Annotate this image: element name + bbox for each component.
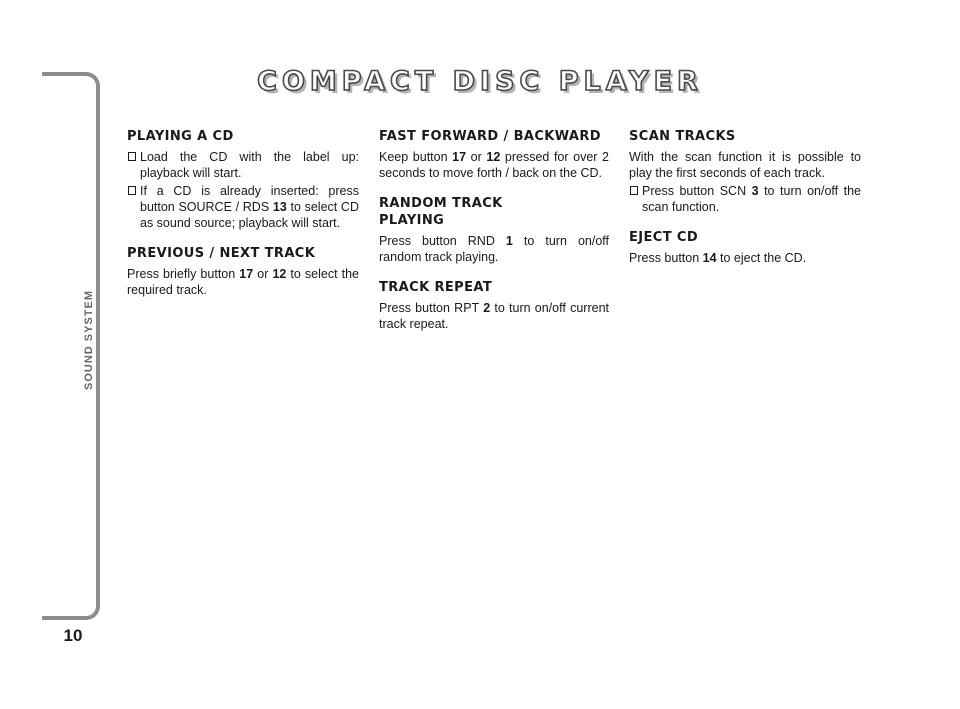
bullet-text: Press button SCN 3 to turn on/off the scan function. <box>642 184 862 214</box>
button-number: 12 <box>486 150 501 164</box>
paragraph: Keep button 17 or 12 pressed for over 2 seconds to move forth / back on the CD. <box>379 150 609 180</box>
paragraph: Press button RPT 2 to turn on/off current track repeat. <box>379 301 609 331</box>
heading-eject-cd: EJECT CD <box>629 230 699 245</box>
section-previous-next <box>127 245 359 298</box>
column-1 <box>127 128 359 312</box>
page-title: COMPACT DISC PLAYER <box>257 66 703 97</box>
heading-random-track: RANDOM TRACK PLAYING <box>379 196 503 228</box>
button-number: 1 <box>505 234 513 248</box>
bullet-item <box>127 149 359 181</box>
button-number: 14 <box>702 251 717 265</box>
section-fast-forward <box>379 128 609 181</box>
button-number: 3 <box>751 184 759 198</box>
section-random-track <box>379 195 609 265</box>
column-2 <box>379 128 609 346</box>
checkbox-bullet-icon <box>128 152 136 161</box>
bullet-item <box>127 183 359 231</box>
button-number: 12 <box>272 267 287 281</box>
paragraph: Press button RND 1 to turn on/off random track playing. <box>379 234 609 264</box>
section-eject-cd <box>629 229 861 266</box>
button-number: 13 <box>272 200 287 214</box>
column-3 <box>629 128 861 280</box>
bullet-item <box>629 183 861 215</box>
heading-scan-tracks: SCAN TRACKS <box>629 129 736 144</box>
button-number: 17 <box>452 150 467 164</box>
heading-track-repeat: TRACK REPEAT <box>379 280 493 295</box>
checkbox-bullet-icon <box>630 186 638 195</box>
section-playing-cd <box>127 128 359 231</box>
paragraph: With the scan function it is possible to play the first seconds of each track. <box>629 150 861 180</box>
bullet-text: If a CD is already inserted: press button SOURCE / RDS 13 to select CD as sound source; playback will start. <box>140 184 359 230</box>
paragraph: Press briefly button 17 or 12 to select the required track. <box>127 267 360 297</box>
checkbox-bullet-icon <box>128 186 136 195</box>
heading-playing-cd: PLAYING A CD <box>127 129 234 144</box>
heading-fast-forward: FAST FORWARD / BACKWARD <box>379 129 601 144</box>
section-track-repeat <box>379 279 609 332</box>
section-side-label: SOUND SYSTEM <box>83 289 95 391</box>
paragraph: Press button 14 to eject the CD. <box>629 251 807 265</box>
button-number: 17 <box>239 267 254 281</box>
heading-previous-next: PREVIOUS / NEXT TRACK <box>127 246 316 261</box>
section-scan-tracks <box>629 128 861 215</box>
button-number: 2 <box>483 301 491 315</box>
page-number: 10 <box>63 626 83 645</box>
bullet-text: Load the CD with the label up: playback will start. <box>140 150 359 180</box>
